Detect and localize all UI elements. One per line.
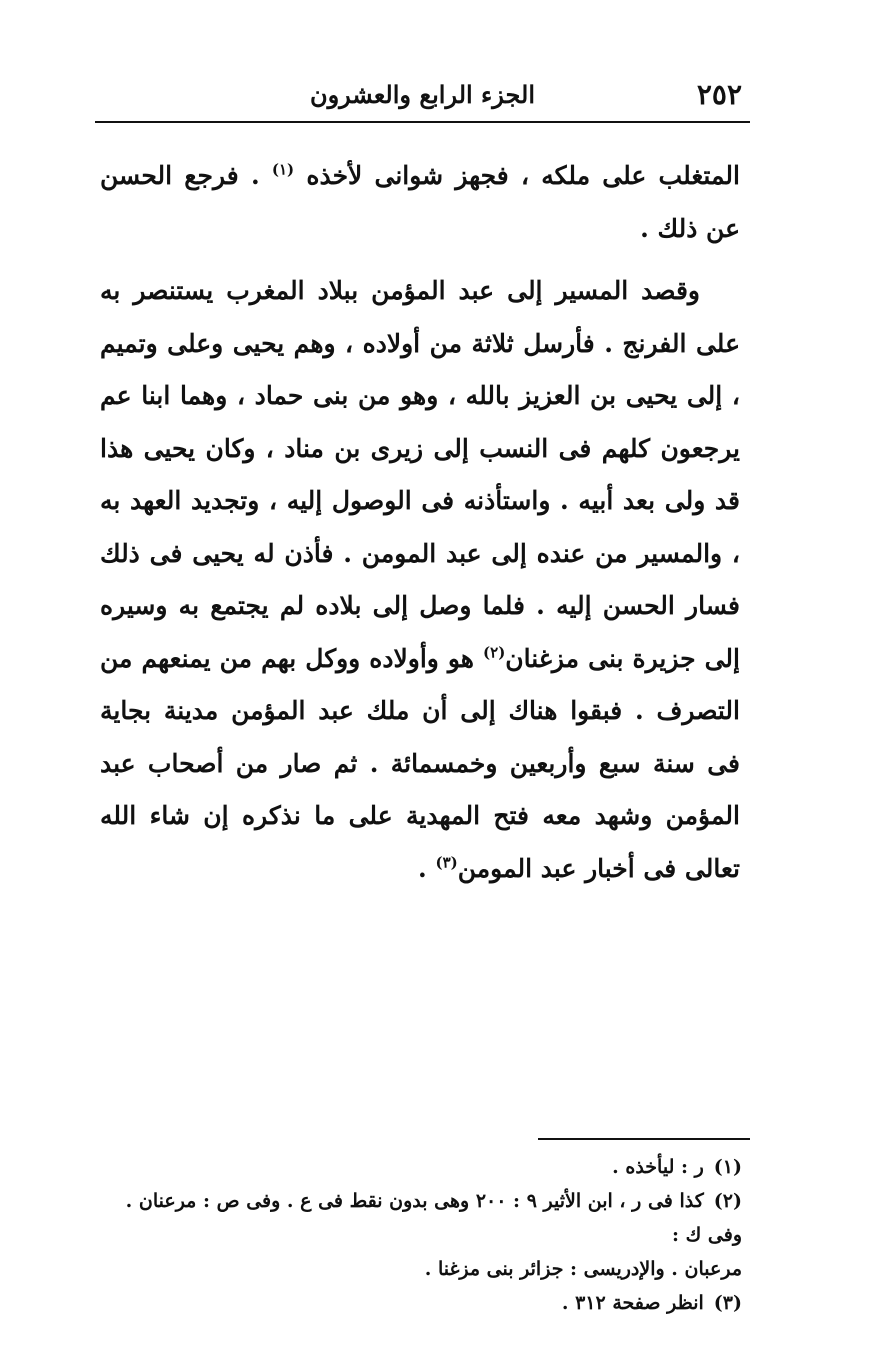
footnote-ref-1[interactable]: (١) <box>271 160 295 179</box>
paragraph-1-text-a: المتغلب على ملكه ، فجهز شوانى لأخذه <box>306 161 740 190</box>
footnote-number: (٣) <box>713 1292 742 1314</box>
footnote-1 <box>100 1150 742 1184</box>
footnote-number: (٢) <box>713 1190 742 1212</box>
running-title: الجزء الرابع والعشرون <box>309 80 536 109</box>
footnote-ref-2[interactable]: (٢) <box>483 643 506 662</box>
page-number: ٢٥٢ <box>696 78 742 111</box>
paragraph-1-text-b: . فرجع الحسن عن ذلك . <box>100 161 740 243</box>
footnote-3 <box>100 1286 742 1320</box>
paragraph-1 <box>100 150 740 255</box>
running-head <box>95 74 750 118</box>
footnote-number: (١) <box>713 1156 742 1178</box>
footnote-text: كذا فى ر ، ابن الأثير ٩ : ٢٠٠ وهى بدون نقط فى ع . وفى ص : مرعنان . وفى ك : <box>125 1190 742 1246</box>
paragraph-2-text-c: . <box>418 853 436 883</box>
paragraph-2 <box>100 265 740 895</box>
paragraph-2-text-b: هو وأولاده ووكل بهم من يمنعهم من التصرف . فبقوا هناك إلى أن ملك عبد المؤمن مدينة بجاية فى سنة سبع وأربعين وخمسمائة . ثم صار من أصحاب عبد المؤمن وشهد معه فتح المهدية على ما نذكره إن شاء الله تعالى فى أخبار عبد المومن <box>100 643 740 883</box>
footnote-ref-3[interactable]: (٣) <box>435 853 458 872</box>
footnote-2-continuation <box>100 1252 742 1286</box>
footnote-text: ر : ليأخذه . <box>612 1156 704 1178</box>
footnote-text: انظر صفحة ٣١٢ . <box>561 1292 704 1314</box>
footnotes <box>100 1150 742 1320</box>
main-text <box>100 150 740 895</box>
footnote-2 <box>100 1184 742 1252</box>
header-rule <box>95 121 750 123</box>
footnote-text: مرعبان . والإدريسى : جزائر بنى مزغنا . <box>424 1258 742 1280</box>
paragraph-2-text-a: وقصد المسير إلى عبد المؤمن ببلاد المغرب يستنصر به على الفرنج . فأرسل ثلاثة من أولاده ، وهم يحيى وعلى وتميم ، إلى يحيى بن العزيز بالله ، وهو من بنى حماد ، وهما ابنا عم يرجعون كلهم فى النسب إلى زيرى بن مناد ، وكان يحيى هذا قد ولى بعد أبيه . واستأذنه فى الوصول إليه ، وتجديد العهد به ، والمسير من عنده إلى عبد المومن . فأذن له يحيى فى ذلك فسار الحسن إليه . فلما وصل إلى بلاده لم يجتمع به وسيره إلى جزيرة بنى مزغنان <box>100 276 740 673</box>
footnote-rule <box>538 1138 750 1140</box>
